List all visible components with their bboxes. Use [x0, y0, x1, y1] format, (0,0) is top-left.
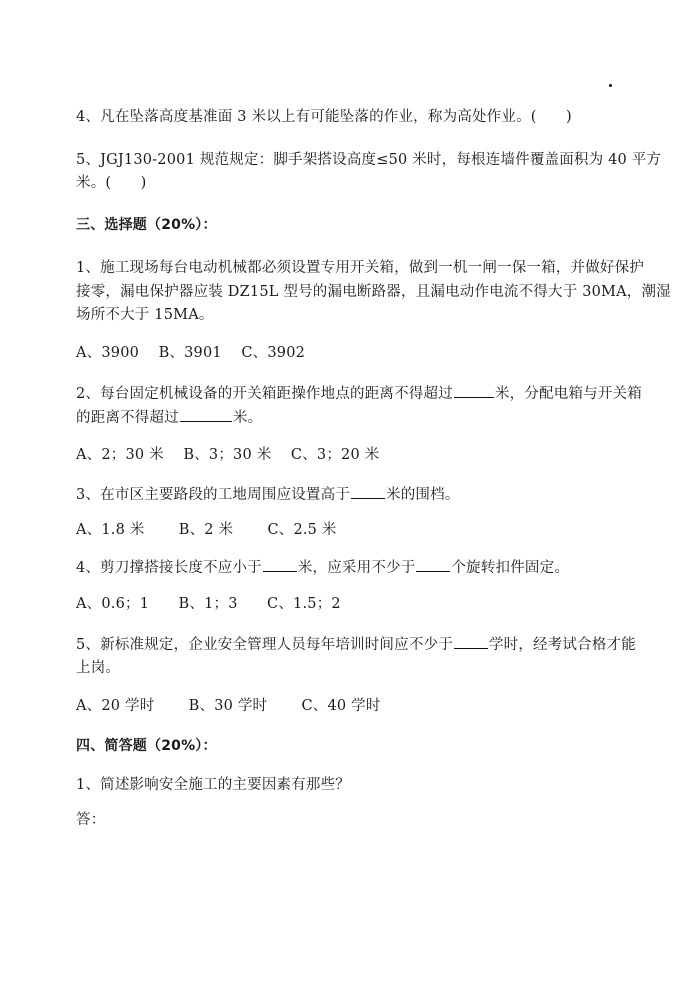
mc-question-3-text-b: 米的围档。 — [386, 487, 460, 503]
mc-question-1-line-2: 接零，漏电保护器应装 DZ15L 型号的漏电断路器，且漏电动作电流不得大于 30MA，潮湿 — [76, 284, 671, 300]
mc-question-2-line-1 — [76, 383, 642, 404]
mc-question-2-line-2 — [76, 407, 262, 428]
answer-blank — [263, 557, 297, 572]
section-3-heading: 三、选择题（20%）： — [76, 217, 217, 233]
mc-question-3-options: A、1.8 米 B、2 米 C、2.5 米 — [76, 522, 337, 538]
answer-blank — [351, 484, 385, 499]
mc-question-2-text-a: 2、每台固定机械设备的开关箱距操作地点的距离不得超过 — [76, 386, 453, 402]
sa-answer-label: 答： — [76, 812, 106, 828]
mc-question-4-options: A、0.6；1 B、1；3 C、1.5；2 — [76, 596, 341, 612]
mc-question-5-options: A、20 学时 B、30 学时 C、40 学时 — [76, 698, 381, 714]
mc-question-4-text-c: 个旋转扣件固定。 — [451, 560, 570, 576]
mc-question-5-text-b: 学时，经考试合格才能 — [488, 637, 636, 653]
mc-question-2-text-b: 米，分配电箱与开关箱 — [494, 386, 642, 402]
sa-question-1: 1、简述影响安全施工的主要因素有那些？ — [76, 777, 351, 793]
page-mark-dot — [609, 84, 612, 87]
answer-blank — [454, 383, 494, 398]
mc-question-5-line-1 — [76, 634, 636, 655]
answer-blank — [180, 407, 232, 422]
mc-question-4-text-b: 米，应采用不少于 — [297, 560, 416, 576]
mc-question-2-options: A、2；30 米 B、3；30 米 C、3；20 米 — [76, 447, 380, 463]
mc-question-5-line-2: 上岗。 — [76, 660, 121, 676]
tf-question-5-line-2: 米。( ) — [76, 175, 147, 191]
mc-question-3-text-a: 3、在市区主要路段的工地周围应设置高于 — [76, 487, 351, 503]
mc-question-4 — [76, 557, 569, 578]
answer-blank — [416, 557, 450, 572]
tf-question-4: 4、凡在坠落高度基准面 3 米以上有可能坠落的作业，称为高处作业。( ) — [76, 109, 572, 125]
tf-question-5-line-1: 5、JGJ130-2001 规范规定：脚手架搭设高度≤50 米时，每根连墙件覆盖面积为 40 平方 — [76, 152, 662, 168]
mc-question-4-text-a: 4、剪刀撑搭接长度不应小于 — [76, 560, 262, 576]
mc-question-5-text-a: 5、新标准规定，企业安全管理人员每年培训时间应不少于 — [76, 637, 453, 653]
mc-question-2-text-c: 的距离不得超过 — [76, 410, 179, 426]
mc-question-1-options: A、3900 B、3901 C、3902 — [76, 345, 306, 361]
answer-blank — [454, 634, 488, 649]
section-4-heading: 四、简答题（20%）： — [76, 738, 217, 754]
mc-question-1-line-1: 1、施工现场每台电动机械都必须设置专用开关箱，做到一机一闸一保一箱，并做好保护 — [76, 260, 645, 276]
mc-question-1-line-3: 场所不大于 15MA。 — [76, 307, 214, 323]
mc-question-2-text-d: 米。 — [232, 410, 263, 426]
mc-question-3 — [76, 484, 460, 505]
